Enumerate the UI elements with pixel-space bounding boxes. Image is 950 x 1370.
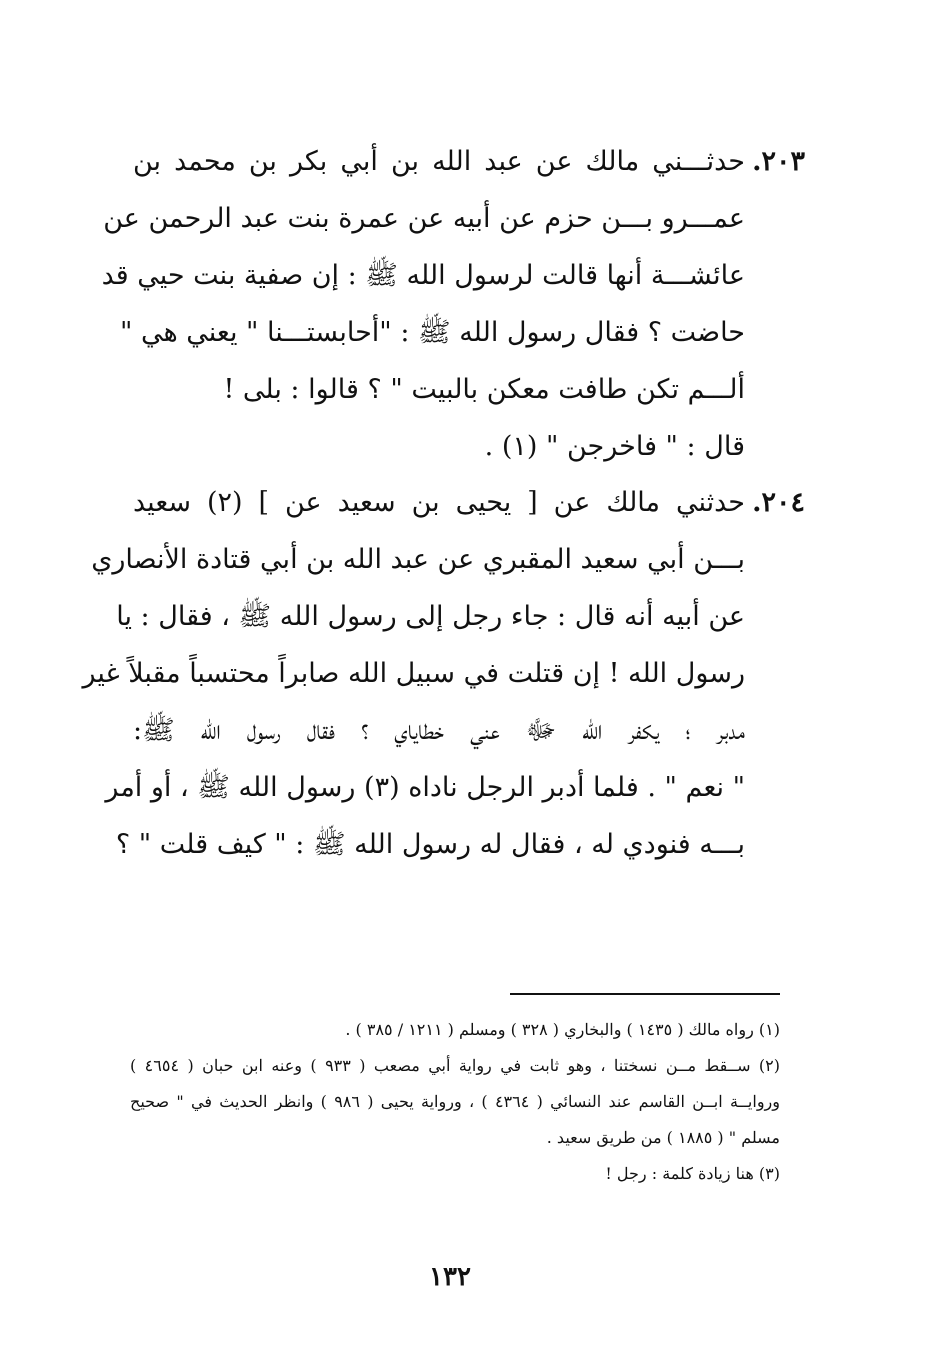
hadith-text-line: قال : " فاخرجن " (١) .: [484, 431, 745, 462]
hadith-text-line: بـــه فنودي له ، فقال له رسول الله ﷺ : " كيف قلت " ؟: [115, 829, 745, 860]
hadith-text-line: عن أبيه أنه قال : جاء رجل إلى رسول الله ﷺ ، فقال : يا: [116, 601, 745, 632]
footnote-line: (١) رواه مالك ( ١٤٣٥ ) والبخاري ( ٣٢٨ ) ومسلم ( ١٢١١ / ٣٨٥ ) .: [345, 1020, 780, 1039]
footnote-line: (٣) هنا زيادة كلمة : رجل !: [605, 1164, 780, 1183]
footnote-line: (٢) ســقط مــن نسختنا ، وهو ثابت في رواية أبي مصعب ( ٩٣٣ ) وعنه ابن حبان ( ٤٦٥٤ ): [130, 1056, 780, 1075]
hadith-text-line: حاضت ؟ فقال رسول الله ﷺ : "أحابستـــنا " يعني هي ": [119, 317, 745, 348]
footnote-line: مسلم " ( ١٨٨٥ ) من طريق سعيد .: [546, 1128, 780, 1147]
hadith-203: [101, 133, 805, 475]
hadith-text-line: ألـــم تكن طافت معكن بالبيت " ؟ قالوا : بلى !: [223, 374, 745, 405]
footnote-line: وروايــة ابــن القاسم عند النسائي ( ٤٣٦٤ ) ، ورواية يحيى ( ٩٨٦ ) وانظر الحديث في " صحيح: [130, 1092, 780, 1111]
hadith-text-line: رسول الله ! إن قتلت في سبيل الله صابراً محتسباً مقبلاً غير: [82, 658, 745, 689]
hadith-number: ٢٠٤.: [752, 487, 805, 518]
hadith-text-line: بـــن أبي سعيد المقبري عن عبد الله بن أبي قتادة الأنصاري: [91, 544, 745, 575]
footnotes: [130, 1012, 780, 1192]
hadith-text-line: عمـــرو بـــن حزم عن أبيه عن عمرة بنت عبد الرحمن عن: [103, 203, 745, 234]
hadith-204: [82, 474, 805, 873]
hadith-text-line: حدثني مالك عن [ يحيى بن سعيد عن ] (٢) سعيد: [133, 487, 745, 518]
hadith-text-line: عائشـــة أنها قالت لرسول الله ﷺ : إن صفية بنت حيي قد: [101, 260, 745, 291]
hadith-number: ٢٠٣.: [752, 146, 805, 177]
page-number: ١٣٢: [429, 1262, 471, 1292]
hadith-text-line: مدبر ؛ يكفر الله ﷻ عني خطاياي ؟ فقال رسول الله ﷺ:: [133, 715, 745, 746]
footnote-divider: [510, 993, 780, 995]
hadith-text-line: حدثـــني مالك عن عبد الله بن أبي بكر بن محمد بن: [133, 146, 745, 177]
hadith-text-line: " نعم " . فلما أدبر الرجل ناداه (٣) رسول الله ﷺ ، أو أمر: [105, 772, 745, 803]
